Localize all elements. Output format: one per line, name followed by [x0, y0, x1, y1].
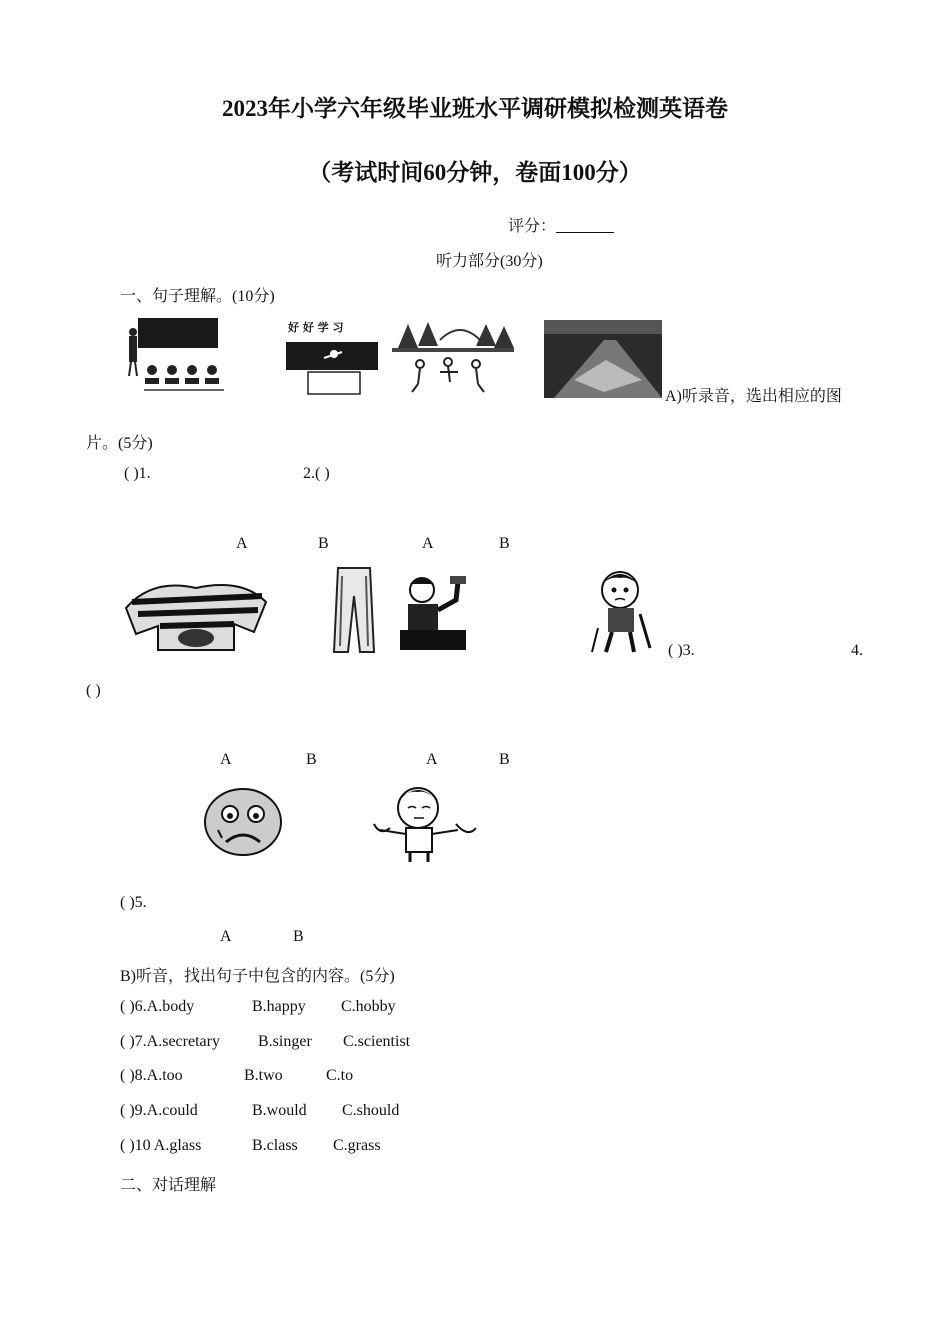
q3-option-b: B: [306, 751, 317, 768]
question-2-number: 2.( ): [303, 465, 330, 482]
mcq-option-a: A.secretary: [146, 1033, 220, 1050]
boy-lifting-weights-picture: [396, 574, 472, 654]
question-4-bracket: ( ): [86, 682, 101, 699]
mcq-option-c: C.to: [326, 1067, 354, 1084]
mcq-option-c: C.scientist: [343, 1033, 411, 1050]
question-4-number: 4.: [851, 642, 863, 659]
mcq-option-b: B.two: [244, 1067, 283, 1084]
park-children-picture: [390, 318, 516, 396]
mcq-option-b: B.singer: [258, 1033, 312, 1050]
injured-boy-crutch-picture: [588, 568, 666, 656]
mcq-row: [120, 1033, 220, 1051]
q4-option-b: B: [499, 751, 510, 768]
study-hard-board-picture: [284, 316, 380, 398]
trousers-picture: [330, 566, 378, 656]
mcq-option-b: B.would: [252, 1102, 307, 1119]
mcq-option-a: A.could: [146, 1102, 198, 1119]
mcq-number: ( )7.: [120, 1033, 147, 1050]
mcq-option-c: C.grass: [333, 1137, 381, 1154]
mcq-option-a: A.body: [146, 998, 195, 1015]
mcq-option-a: A.glass: [153, 1137, 202, 1154]
campus-path-picture: [544, 320, 662, 398]
board-banner-text: 好 好 学 习: [288, 321, 344, 334]
sectionA-instruction-a: A)听录音，选出相应的图: [665, 388, 842, 405]
page-subtitle: （考试时间60分钟，卷面100分）: [308, 160, 642, 185]
mcq-number: ( )10: [120, 1137, 154, 1154]
mcq-number: ( )6.: [120, 998, 147, 1015]
mcq-row: [120, 1137, 201, 1155]
q2-option-a: A: [422, 535, 434, 552]
classroom-teacher-picture: [124, 316, 230, 398]
striped-sweater-picture: [122, 572, 270, 656]
q1-option-b: B: [318, 535, 329, 552]
score-blank: [556, 218, 614, 233]
listening-heading: 听力部分(30分): [436, 253, 543, 270]
mcq-number: ( )9.: [120, 1102, 147, 1119]
q2-option-b: B: [499, 535, 510, 552]
mcq-option-c: C.hobby: [341, 998, 396, 1015]
question-5-number: ( )5.: [120, 894, 147, 911]
score-label: 评分：: [508, 218, 557, 235]
mcq-option-b: B.happy: [252, 998, 306, 1015]
sectionA-instruction-b: 片。(5分): [86, 435, 153, 452]
part1-heading: 一、句子理解。(10分): [120, 288, 275, 305]
mcq-number: ( )8.: [120, 1067, 147, 1084]
q5-option-a: A: [220, 928, 232, 945]
mcq-row: [120, 998, 194, 1016]
mcq-row: [120, 1102, 198, 1120]
q5-option-b: B: [293, 928, 304, 945]
q1-option-a: A: [236, 535, 248, 552]
q4-option-a: A: [426, 751, 438, 768]
sectionB-instruction: B)听音，找出句子中包含的内容。(5分): [120, 968, 395, 985]
page-title: 2023年小学六年级毕业班水平调研模拟检测英语卷: [222, 96, 728, 121]
question-1-number: ( )1.: [124, 465, 151, 482]
mcq-option-a: A.too: [146, 1067, 183, 1084]
mcq-option-b: B.class: [252, 1137, 298, 1154]
score-field: [508, 213, 614, 236]
sad-face-picture: [202, 786, 284, 858]
boy-tired-picture: [366, 784, 482, 864]
part2-heading: 二、对话理解: [120, 1177, 217, 1194]
mcq-option-c: C.should: [342, 1102, 400, 1119]
q3-option-a: A: [220, 751, 232, 768]
mcq-row: [120, 1067, 183, 1085]
question-3-number: ( )3.: [668, 642, 695, 659]
